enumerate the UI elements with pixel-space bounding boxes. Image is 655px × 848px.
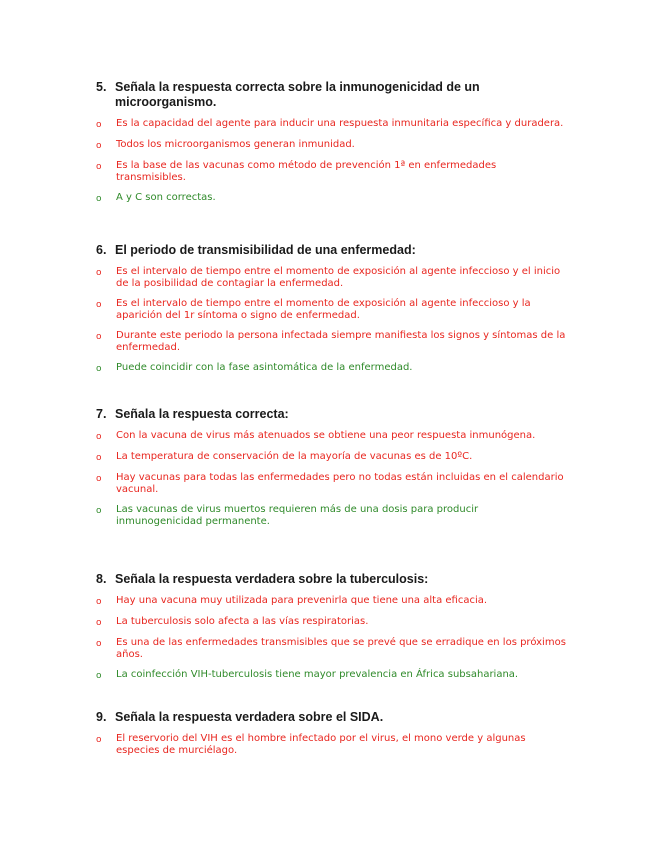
- option-item-correct: [96, 192, 566, 205]
- option-text: Las vacunas de virus muertos requieren más de una dosis para producir inmunogenicidad permanente.: [116, 504, 479, 527]
- question-number: 6.: [96, 243, 107, 257]
- option-text: Hay vacunas para todas las enfermedades pero no todas están incluidas en el calendario vacunal.: [116, 472, 564, 495]
- bullet-icon: o: [96, 364, 102, 374]
- question-title: [96, 572, 566, 587]
- option-list: [96, 430, 566, 528]
- question-text: Señala la respuesta verdadera sobre la tuberculosis:: [115, 572, 429, 586]
- question-number: 5.: [96, 80, 107, 94]
- bullet-icon: o: [96, 162, 102, 172]
- option-item: [96, 637, 566, 661]
- bullet-icon: o: [96, 300, 102, 310]
- option-text: Es una de las enfermedades transmisibles que se prevé que se erradique en los próximos años.: [116, 637, 566, 660]
- option-item: [96, 616, 566, 629]
- option-text: Con la vacuna de virus más atenuados se obtiene una peor respuesta inmunógena.: [116, 430, 536, 441]
- option-item: [96, 595, 566, 608]
- bullet-icon: o: [96, 506, 102, 516]
- option-item: [96, 330, 566, 354]
- option-text: Hay una vacuna muy utilizada para prevenirla que tiene una alta eficacia.: [116, 595, 488, 606]
- option-item-correct: [96, 362, 566, 375]
- question-9: [96, 710, 566, 765]
- question-7: [96, 407, 566, 536]
- question-number: 9.: [96, 710, 107, 724]
- question-title: [96, 710, 566, 725]
- option-item: [96, 118, 566, 131]
- bullet-icon: o: [96, 141, 102, 151]
- bullet-icon: o: [96, 453, 102, 463]
- option-text: Es la capacidad del agente para inducir una respuesta inmunitaria específica y duradera.: [116, 118, 564, 129]
- bullet-icon: o: [96, 618, 102, 628]
- option-text: Es la base de las vacunas como método de prevención 1ª en enfermedades transmisibles.: [116, 160, 497, 183]
- question-number: 7.: [96, 407, 107, 421]
- question-8: [96, 572, 566, 690]
- bullet-icon: o: [96, 432, 102, 442]
- option-text: La temperatura de conservación de la mayoría de vacunas es de 10ºC.: [116, 451, 473, 462]
- bullet-icon: o: [96, 639, 102, 649]
- bullet-icon: o: [96, 474, 102, 484]
- bullet-icon: o: [96, 194, 102, 204]
- option-item: [96, 472, 566, 496]
- option-list: [96, 733, 566, 757]
- option-item-correct: [96, 504, 566, 528]
- option-item: [96, 733, 566, 757]
- option-text: Es el intervalo de tiempo entre el momento de exposición al agente infeccioso y el inicio de la posibilidad de contagiar la enfermedad.: [116, 266, 561, 289]
- question-text: El periodo de transmisibilidad de una enfermedad:: [115, 243, 416, 257]
- option-item: [96, 266, 566, 290]
- bullet-icon: o: [96, 597, 102, 607]
- option-text: La coinfección VIH-tuberculosis tiene mayor prevalencia en África subsahariana.: [116, 669, 519, 680]
- question-title: [96, 80, 566, 110]
- option-text: A y C son correctas.: [116, 192, 216, 203]
- option-item: [96, 451, 566, 464]
- option-text: La tuberculosis solo afecta a las vías respiratorias.: [116, 616, 369, 627]
- option-list: [96, 118, 566, 205]
- question-title: [96, 243, 566, 258]
- question-5: [96, 80, 566, 213]
- option-list: [96, 595, 566, 682]
- option-text: Es el intervalo de tiempo entre el momento de exposición al agente infeccioso y la aparición del 1r síntoma o signo de enfermedad.: [116, 298, 531, 321]
- option-item: [96, 298, 566, 322]
- option-item: [96, 160, 566, 184]
- question-text: Señala la respuesta verdadera sobre el SIDA.: [115, 710, 384, 724]
- bullet-icon: o: [96, 120, 102, 130]
- option-text: Puede coincidir con la fase asintomática de la enfermedad.: [116, 362, 413, 373]
- option-item-correct: [96, 669, 566, 682]
- option-text: El reservorio del VIH es el hombre infectado por el virus, el mono verde y algunas especies de murciélago.: [116, 733, 526, 756]
- question-number: 8.: [96, 572, 107, 586]
- option-item: [96, 139, 566, 152]
- question-title: [96, 407, 566, 422]
- bullet-icon: o: [96, 268, 102, 278]
- bullet-icon: o: [96, 671, 102, 681]
- bullet-icon: o: [96, 735, 102, 745]
- question-text: Señala la respuesta correcta:: [115, 407, 289, 421]
- option-list: [96, 266, 566, 375]
- bullet-icon: o: [96, 332, 102, 342]
- option-text: Durante este periodo la persona infectada siempre manifiesta los signos y síntomas de la enfermedad.: [116, 330, 566, 353]
- option-item: [96, 430, 566, 443]
- question-text: Señala la respuesta correcta sobre la inmunogenicidad de un microorganismo.: [115, 80, 480, 109]
- question-6: [96, 243, 566, 383]
- option-text: Todos los microorganismos generan inmunidad.: [116, 139, 355, 150]
